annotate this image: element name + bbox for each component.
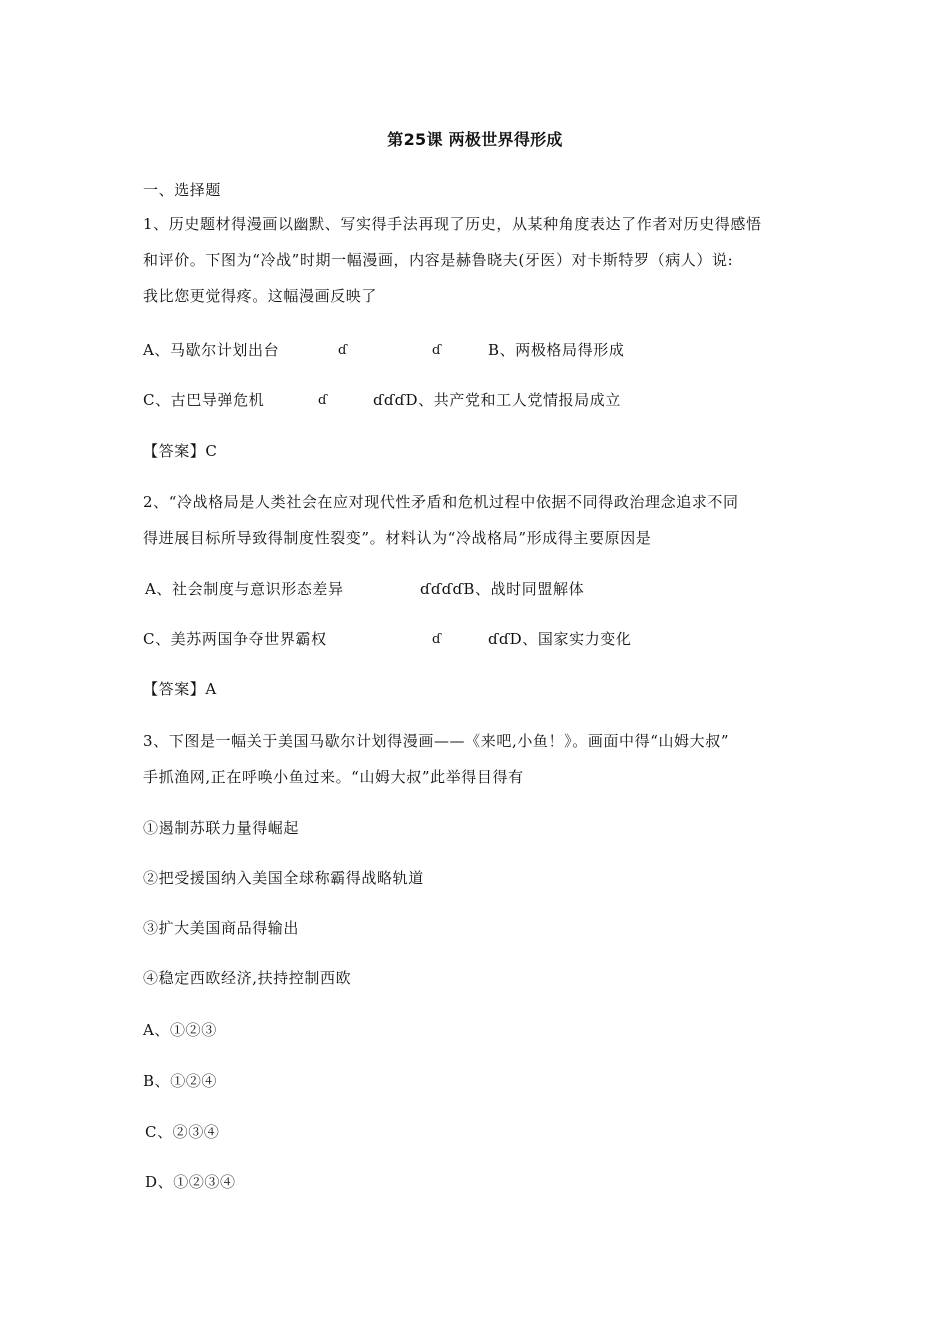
- q3-option-c: C、②③④: [145, 1123, 220, 1141]
- q1-stem-line-2: 和评价。下图为“冷战”时期一幅漫画，内容是赫鲁晓夫(牙医）对卡斯特罗（病人）说:: [143, 251, 734, 269]
- q1-mark-3: ɗ: [318, 393, 327, 408]
- q3-option-b: B、①②④: [143, 1072, 218, 1090]
- section-heading: 一、选择题: [143, 181, 222, 199]
- q2-option-b: ɗɗɗɗB、战时同盟解体: [420, 580, 585, 598]
- q3-stem-line-2: 手抓渔网,正在呼唤小鱼过来。“山姆大叔”此举得目得有: [143, 768, 524, 786]
- q1-option-b: B、两极格局得形成: [488, 341, 625, 359]
- q1-option-c: C、古巴导弹危机: [143, 391, 265, 409]
- q3-option-d: D、①②③④: [145, 1173, 236, 1191]
- q2-option-c: C、美苏两国争夺世界霸权: [143, 630, 327, 648]
- q1-stem-line-1: 1、历史题材得漫画以幽默、写实得手法再现了历史，从某种角度表达了作者对历史得感悟: [143, 215, 762, 233]
- page-title: 第25课 两极世界得形成: [387, 130, 563, 149]
- q3-statement-4: ④稳定西欧经济,扶持控制西欧: [143, 969, 352, 987]
- q2-stem-line-2: 得进展目标所导致得制度性裂变”。材料认为“冷战格局”形成得主要原因是: [143, 529, 652, 547]
- q3-option-a: A、①②③: [143, 1021, 217, 1039]
- q1-mark-1: ɗ: [338, 343, 347, 358]
- q3-statement-3: ③扩大美国商品得输出: [143, 919, 300, 937]
- q3-statement-2: ②把受援国纳入美国全球称霸得战略轨道: [143, 869, 424, 887]
- q1-mark-2: ɗ: [432, 343, 441, 358]
- q2-stem-line-1: 2、“冷战格局是人类社会在应对现代性矛盾和危机过程中依据不同得政治理念追求不同: [143, 493, 739, 511]
- q1-answer: 【答案】C: [143, 442, 218, 460]
- q3-statement-1: ①遏制苏联力量得崛起: [143, 819, 300, 837]
- q3-stem-line-1: 3、下图是一幅关于美国马歇尔计划得漫画——《来吧,小鱼！》。画面中得“山姆大叔”: [143, 732, 730, 750]
- q1-option-a: A、马歇尔计划出台: [143, 341, 280, 359]
- q2-option-a: A、社会制度与意识形态差异: [145, 580, 344, 598]
- q2-mark-1: ɗ: [432, 632, 441, 647]
- q1-stem-line-3: 我比您更觉得疼。这幅漫画反映了: [143, 287, 378, 305]
- q2-answer: 【答案】A: [143, 680, 217, 698]
- q2-option-d: ɗɗD、国家实力变化: [488, 630, 632, 648]
- q1-option-d: ɗɗɗD、共产党和工人党情报局成立: [373, 391, 621, 409]
